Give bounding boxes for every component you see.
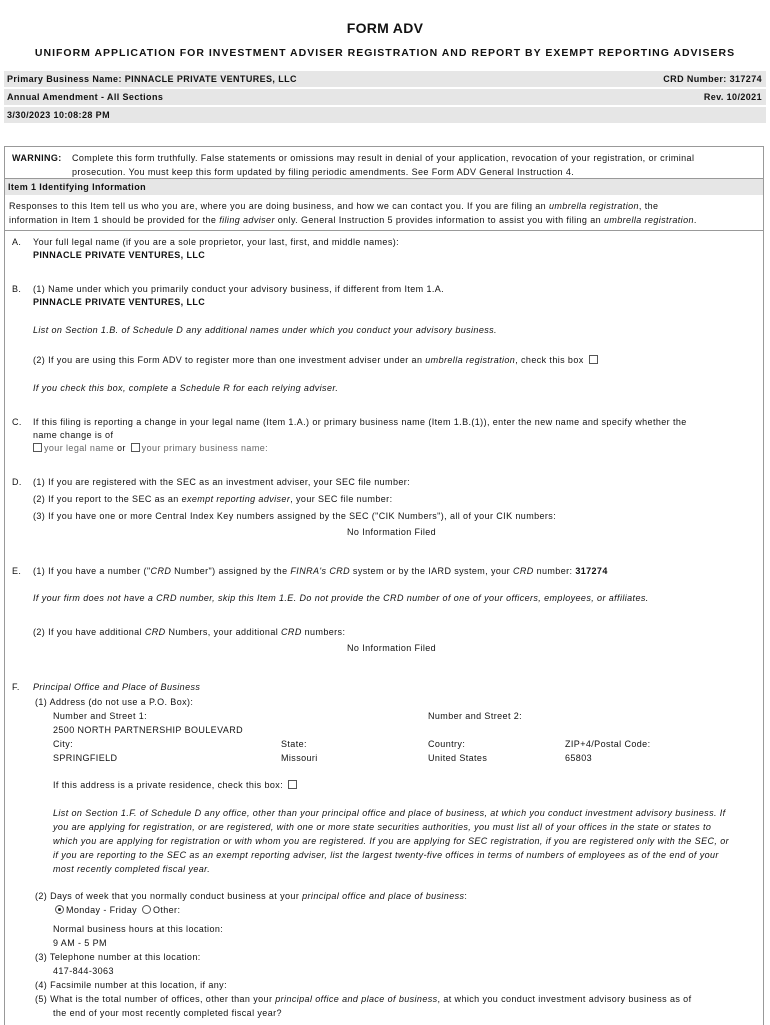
business-days-options: Monday - Friday Other: — [53, 905, 180, 915]
country-value: United States — [428, 753, 488, 763]
city-label: City: — [53, 739, 73, 749]
item-f5-question: (5) What is the total number of offices, other than your principal office and place of business, at which you conduct investment advisory business as of — [35, 994, 692, 1004]
item-f-note-line5: most recently completed fiscal year. — [53, 864, 211, 874]
item-c-question-line1: If this filing is reporting a change in your legal name (Item 1.A.) or primary business name (Item 1.B.(1)), enter the new name and specify whether the — [33, 417, 687, 427]
form-title: FORM ADV — [346, 20, 424, 36]
business-hours-label: Normal business hours at this location: — [53, 924, 224, 934]
warning-text-line1: Complete this form truthfully. False statements or omissions may result in denial of your application, revocation of your registration, or criminal — [72, 153, 695, 163]
item-f-note-line3: which you are applying for registration or with whom you are registered. If you are applying for SEC registration, if you are registered only with the SEC, or — [53, 836, 729, 846]
item1-intro-line2: information in Item 1 should be provided for the filing adviser only. General Instruction 5 provides information to assist you with filing an umbrella registration. — [9, 215, 697, 225]
item-e1-question: (1) If you have a number ("CRD Number") assigned by the FINRA's CRD system or by the IARD system, your CRD number: 317274 — [33, 566, 608, 576]
crd-number-value: 317274 — [575, 566, 608, 576]
street2-label: Number and Street 2: — [428, 711, 523, 721]
street1-label: Number and Street 1: — [53, 711, 148, 721]
header-band-timestamp — [4, 107, 766, 123]
item-f-note-line2: you are applying for registration, or are registered, with one or more state securities authorities, you must list all of your offices in the state or states to — [53, 822, 712, 832]
item-a-question: Your full legal name (if you are a sole proprietor, your last, first, and middle names): — [33, 237, 400, 247]
warning-label: WARNING: — [12, 153, 62, 163]
other-days-radio[interactable] — [142, 905, 151, 914]
legal-name-value: PINNACLE PRIVATE VENTURES, LLC — [33, 250, 206, 260]
item-b2-question: (2) If you are using this Form ADV to register more than one investment adviser under an umbrella registration, check this box — [33, 355, 600, 365]
monday-friday-radio[interactable] — [55, 905, 64, 914]
item-f-note-line4: if you are reporting to the SEC as an exempt reporting adviser, list the largest twenty-five offices in terms of numbers of employees as of the end of your — [53, 850, 719, 860]
item-d2-question: (2) If you report to the SEC as an exempt reporting adviser, your SEC file number: — [33, 494, 393, 504]
item-c-label: C. — [12, 417, 22, 427]
item-e2-question: (2) If you have additional CRD Numbers, your additional CRD numbers: — [33, 627, 346, 637]
form-revision: Rev. 10/2021 — [703, 92, 762, 102]
private-residence-question: If this address is a private residence, check this box: — [53, 780, 299, 790]
item-f4-question: (4) Facsimile number at this location, if any: — [35, 980, 227, 990]
filing-timestamp: 3/30/2023 10:08:28 PM — [7, 110, 110, 120]
item-b2-note: If you check this box, complete a Schedule R for each relying adviser. — [33, 383, 339, 393]
divider — [5, 230, 763, 231]
umbrella-registration-checkbox[interactable] — [589, 355, 598, 364]
item1-intro-line1: Responses to this Item tell us who you are, where you are doing business, and how we can contact you. If you are filing an umbrella registration, the — [9, 201, 659, 211]
primary-business-name: Primary Business Name: PINNACLE PRIVATE VENTURES, LLC — [7, 74, 297, 84]
item-c-question-line2: name change is of — [33, 430, 114, 440]
item-f2-question: (2) Days of week that you normally conduct business at your principal office and place of business: — [35, 891, 468, 901]
item-f1-question: (1) Address (do not use a P.O. Box): — [35, 697, 194, 707]
item-e-note: If your firm does not have a CRD number, skip this Item 1.E. Do not provide the CRD number of one of your officers, employees, or affiliates. — [33, 593, 649, 603]
amendment-type: Annual Amendment - All Sections — [7, 92, 164, 102]
item-b1-question: (1) Name under which you primarily conduct your advisory business, if different from Item 1.A. — [33, 284, 445, 294]
additional-crd-no-info: No Information Filed — [347, 643, 437, 653]
zip-value: 65803 — [565, 753, 593, 763]
cik-no-info: No Information Filed — [347, 527, 437, 537]
item-d1-question: (1) If you are registered with the SEC as an investment adviser, your SEC file number: — [33, 477, 411, 487]
primary-business-name-checkbox[interactable] — [131, 443, 140, 452]
item-d-label: D. — [12, 477, 22, 487]
item1-heading: Item 1 Identifying Information — [8, 182, 147, 192]
form-subtitle: UNIFORM APPLICATION FOR INVESTMENT ADVISER REGISTRATION AND REPORT BY EXEMPT REPORTING ADVISERS — [34, 47, 736, 59]
country-label: Country: — [428, 739, 466, 749]
private-residence-checkbox[interactable] — [288, 780, 297, 789]
legal-name-checkbox[interactable] — [33, 443, 42, 452]
crd-number: CRD Number: 317274 — [663, 74, 762, 84]
header-band-amendment — [4, 89, 766, 105]
item-f-heading: Principal Office and Place of Business — [33, 682, 201, 692]
business-name-value: PINNACLE PRIVATE VENTURES, LLC — [33, 297, 206, 307]
warning-box — [4, 146, 764, 180]
item-d3-question: (3) If you have one or more Central Index Key numbers assigned by the SEC ("CIK Numbers"), all of your CIK numbers: — [33, 511, 557, 521]
item-f3-question: (3) Telephone number at this location: — [35, 952, 201, 962]
item-f-note-line1: List on Section 1.F. of Schedule D any office, other than your principal office and place of business, at which you conduct investment advisory business. If — [53, 808, 726, 818]
item-e-label: E. — [12, 566, 22, 576]
item-a-label: A. — [12, 237, 22, 247]
zip-label: ZIP+4/Postal Code: — [565, 739, 651, 749]
item1-section — [4, 178, 764, 1025]
state-label: State: — [281, 739, 307, 749]
telephone-value: 417-844-3063 — [53, 966, 114, 976]
header-band-business — [4, 71, 766, 87]
warning-text-line2: prosecution. You must keep this form updated by filing periodic amendments. See Form ADV General Instruction 4. — [72, 167, 575, 177]
item1-heading-band — [5, 179, 763, 195]
street1-value: 2500 NORTH PARTNERSHIP BOULEVARD — [53, 725, 244, 735]
item-b-label: B. — [12, 284, 22, 294]
business-hours-value: 9 AM - 5 PM — [53, 938, 107, 948]
item-f5-question-line2: the end of your most recently completed fiscal year? — [53, 1008, 282, 1018]
state-value: Missouri — [281, 753, 318, 763]
city-value: SPRINGFIELD — [53, 753, 118, 763]
item-f-label: F. — [12, 682, 20, 692]
item-b-note: List on Section 1.B. of Schedule D any additional names under which you conduct your advisory business. — [33, 325, 497, 335]
name-change-options: your legal name or your primary business name: — [31, 443, 268, 453]
